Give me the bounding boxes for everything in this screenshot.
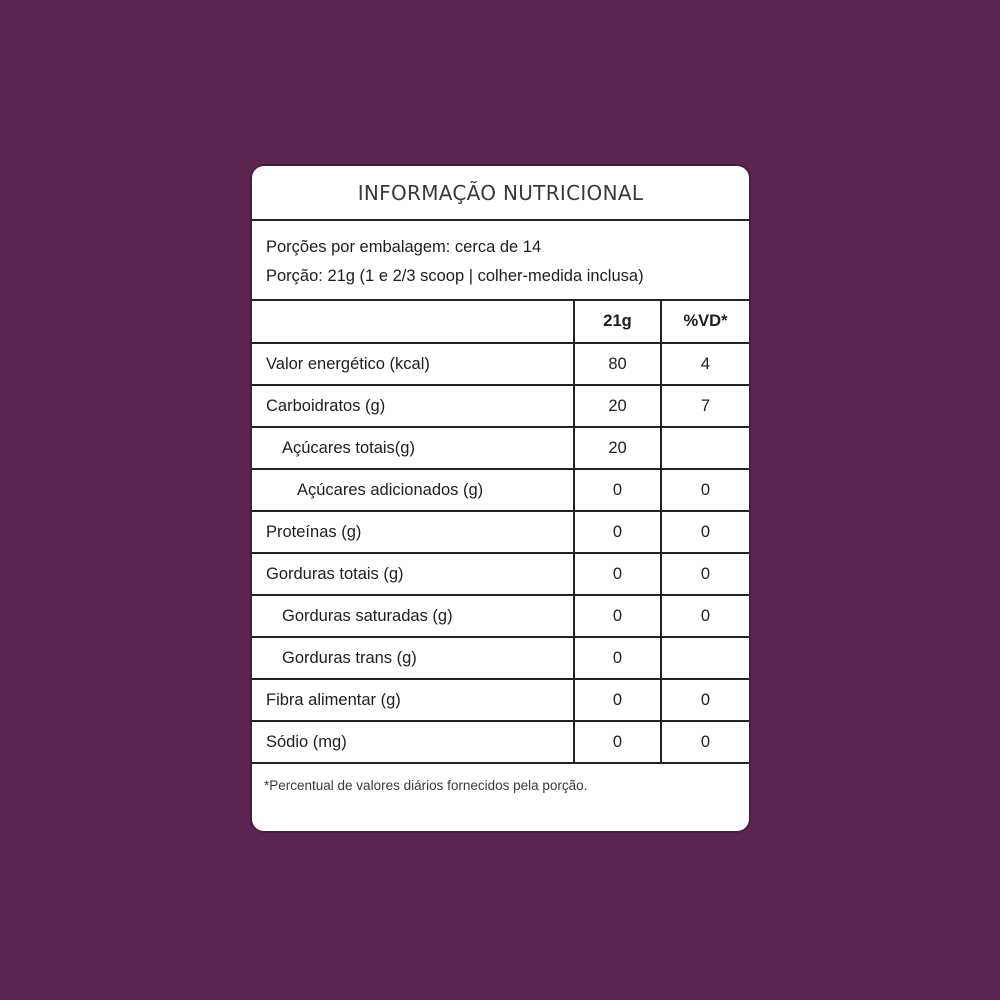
nutrient-qty: 0: [574, 553, 661, 595]
nutrient-qty: 0: [574, 595, 661, 637]
nutrient-qty: 0: [574, 721, 661, 763]
nutrient-qty: 80: [574, 343, 661, 385]
nutrient-vd: 7: [661, 385, 749, 427]
table-row: [252, 385, 749, 427]
nutrient-name: Proteínas (g): [252, 511, 574, 553]
nutrient-name: Valor energético (kcal): [252, 343, 574, 385]
footnote: *Percentual de valores diários fornecidos pela porção.: [264, 778, 588, 793]
table-row: [252, 469, 749, 511]
table-row: [252, 427, 749, 469]
nutrition-facts-label: [252, 166, 749, 831]
nutrient-name: Carboidratos (g): [252, 385, 574, 427]
nutrient-name: Sódio (mg): [252, 721, 574, 763]
table-row: [252, 511, 749, 553]
nutrient-qty: 20: [574, 385, 661, 427]
serving-info: [252, 221, 749, 301]
nutrient-qty: 0: [574, 511, 661, 553]
nutrient-name: Gorduras saturadas (g): [252, 595, 574, 637]
table-row: [252, 721, 749, 763]
header-name-cell: [252, 301, 574, 343]
nutrient-name: Gorduras trans (g): [252, 637, 574, 679]
nutrient-vd: 0: [661, 721, 749, 763]
nutrient-vd: 0: [661, 469, 749, 511]
header-qty-cell: 21g: [574, 301, 661, 343]
nutrition-table: [252, 301, 749, 764]
header-vd-cell: %VD*: [661, 301, 749, 343]
nutrient-qty: 0: [574, 469, 661, 511]
nutrient-name: Açúcares adicionados (g): [252, 469, 574, 511]
table-row: [252, 553, 749, 595]
table-row: [252, 343, 749, 385]
table-header-row: [252, 301, 749, 343]
nutrient-vd: 0: [661, 679, 749, 721]
nutrient-qty: 0: [574, 679, 661, 721]
label-title: INFORMAÇÃO NUTRICIONAL: [252, 166, 749, 221]
nutrient-vd: [661, 427, 749, 469]
servings-per-package: Porções por embalagem: cerca de 14: [266, 238, 542, 256]
nutrient-name: Fibra alimentar (g): [252, 679, 574, 721]
nutrient-name: Açúcares totais(g): [252, 427, 574, 469]
table-row: [252, 637, 749, 679]
nutrient-vd: 4: [661, 343, 749, 385]
nutrient-name: Gorduras totais (g): [252, 553, 574, 595]
nutrient-vd: [661, 637, 749, 679]
table-row: [252, 679, 749, 721]
nutrient-vd: 0: [661, 511, 749, 553]
nutrient-vd: 0: [661, 595, 749, 637]
nutrient-vd: 0: [661, 553, 749, 595]
serving-size: Porção: 21g (1 e 2/3 scoop | colher-medida inclusa): [266, 267, 644, 285]
table-row: [252, 595, 749, 637]
nutrient-qty: 20: [574, 427, 661, 469]
nutrient-qty: 0: [574, 637, 661, 679]
